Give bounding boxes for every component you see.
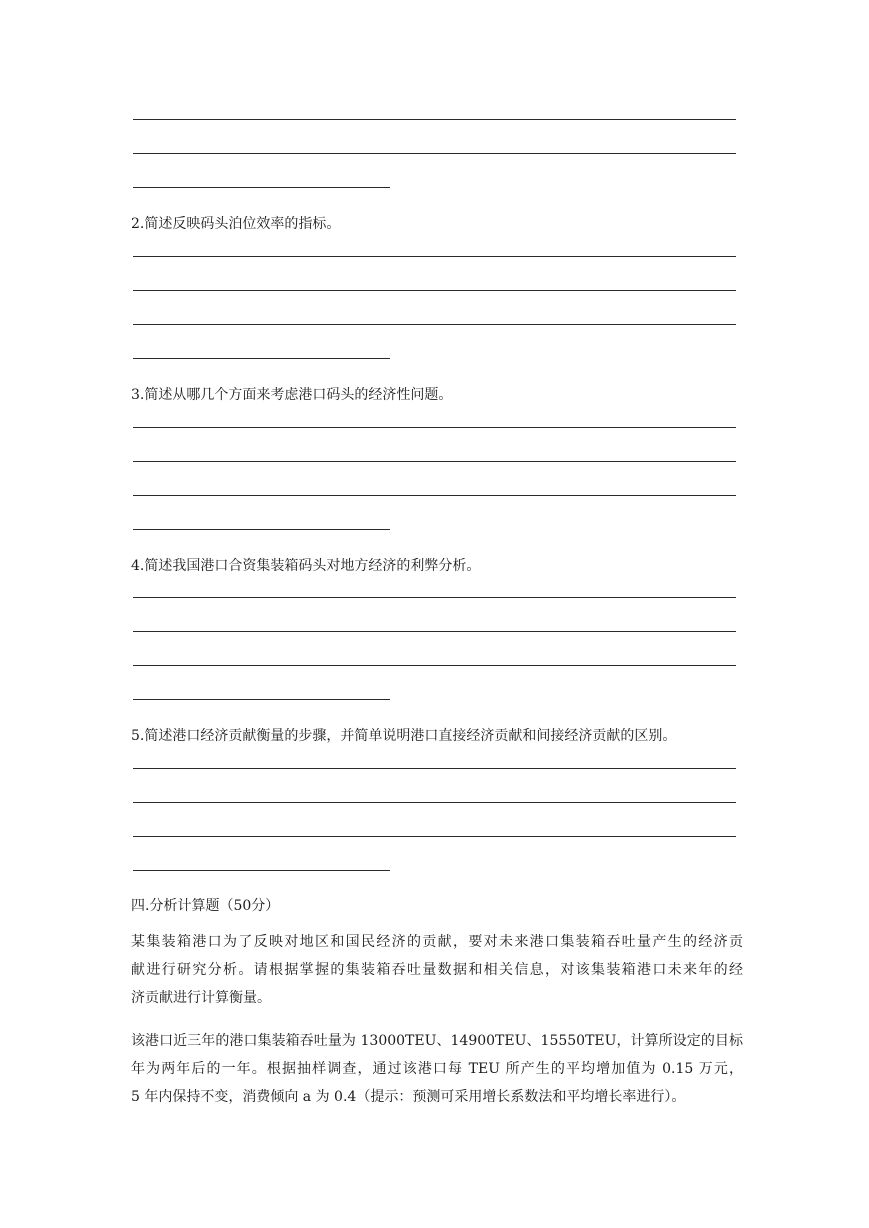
answer-line: [133, 802, 736, 803]
answer-line-short: [133, 699, 390, 700]
answer-line: [133, 153, 736, 154]
paragraph-line: 济贡献进行计算衡量。: [131, 990, 271, 1006]
question-2: 2.简述反映码头泊位效率的指标。: [131, 216, 341, 232]
paragraph-line: 年为两年后的一年。根据抽样调查，通过该港口每 TEU 所产生的平均增加值为 0.15 万元，: [131, 1061, 743, 1077]
paragraph-line: 某集装箱港口为了反映对地区和国民经济的贡献，要对未来港口集装箱吞吐量产生的经济贡: [131, 934, 743, 950]
answer-line-short: [133, 358, 390, 359]
answer-line: [133, 665, 736, 666]
answer-line-short: [133, 870, 390, 871]
answer-line-short: [133, 529, 390, 530]
answer-line: [133, 836, 736, 837]
answer-line: [133, 256, 736, 257]
paragraph-line: 5 年内保持不变，消费倾向 a 为 0.4（提示：预测可采用增长系数法和平均增长率进行）。: [131, 1089, 686, 1105]
answer-line: [133, 597, 736, 598]
answer-line: [133, 631, 736, 632]
paragraph-line: 该港口近三年的港口集装箱吞吐量为 13000TEU、14900TEU、15550TEU，计算所设定的目标: [131, 1033, 743, 1049]
answer-line: [133, 290, 736, 291]
question-5: 5.简述港口经济贡献衡量的步骤，并简单说明港口直接经济贡献和间接经济贡献的区别。: [131, 728, 677, 744]
question-3: 3.简述从哪几个方面来考虑港口码头的经济性问题。: [131, 387, 453, 403]
answer-line: [133, 768, 736, 769]
problem-paragraph-2: [131, 1027, 743, 1111]
answer-line: [133, 324, 736, 325]
answer-line: [133, 427, 736, 428]
section-heading: 四.分析计算题（50分）: [131, 898, 280, 914]
answer-line: [133, 461, 736, 462]
answer-line-short: [133, 187, 390, 188]
question-4: 4.简述我国港口合资集装箱码头对地方经济的利弊分析。: [131, 558, 481, 574]
answer-line: [133, 119, 736, 120]
problem-paragraph-1: [131, 928, 743, 1012]
answer-line: [133, 495, 736, 496]
paragraph-line: 献进行研究分析。请根据掌握的集装箱吞吐量数据和相关信息，对该集装箱港口未来年的经: [131, 962, 743, 978]
